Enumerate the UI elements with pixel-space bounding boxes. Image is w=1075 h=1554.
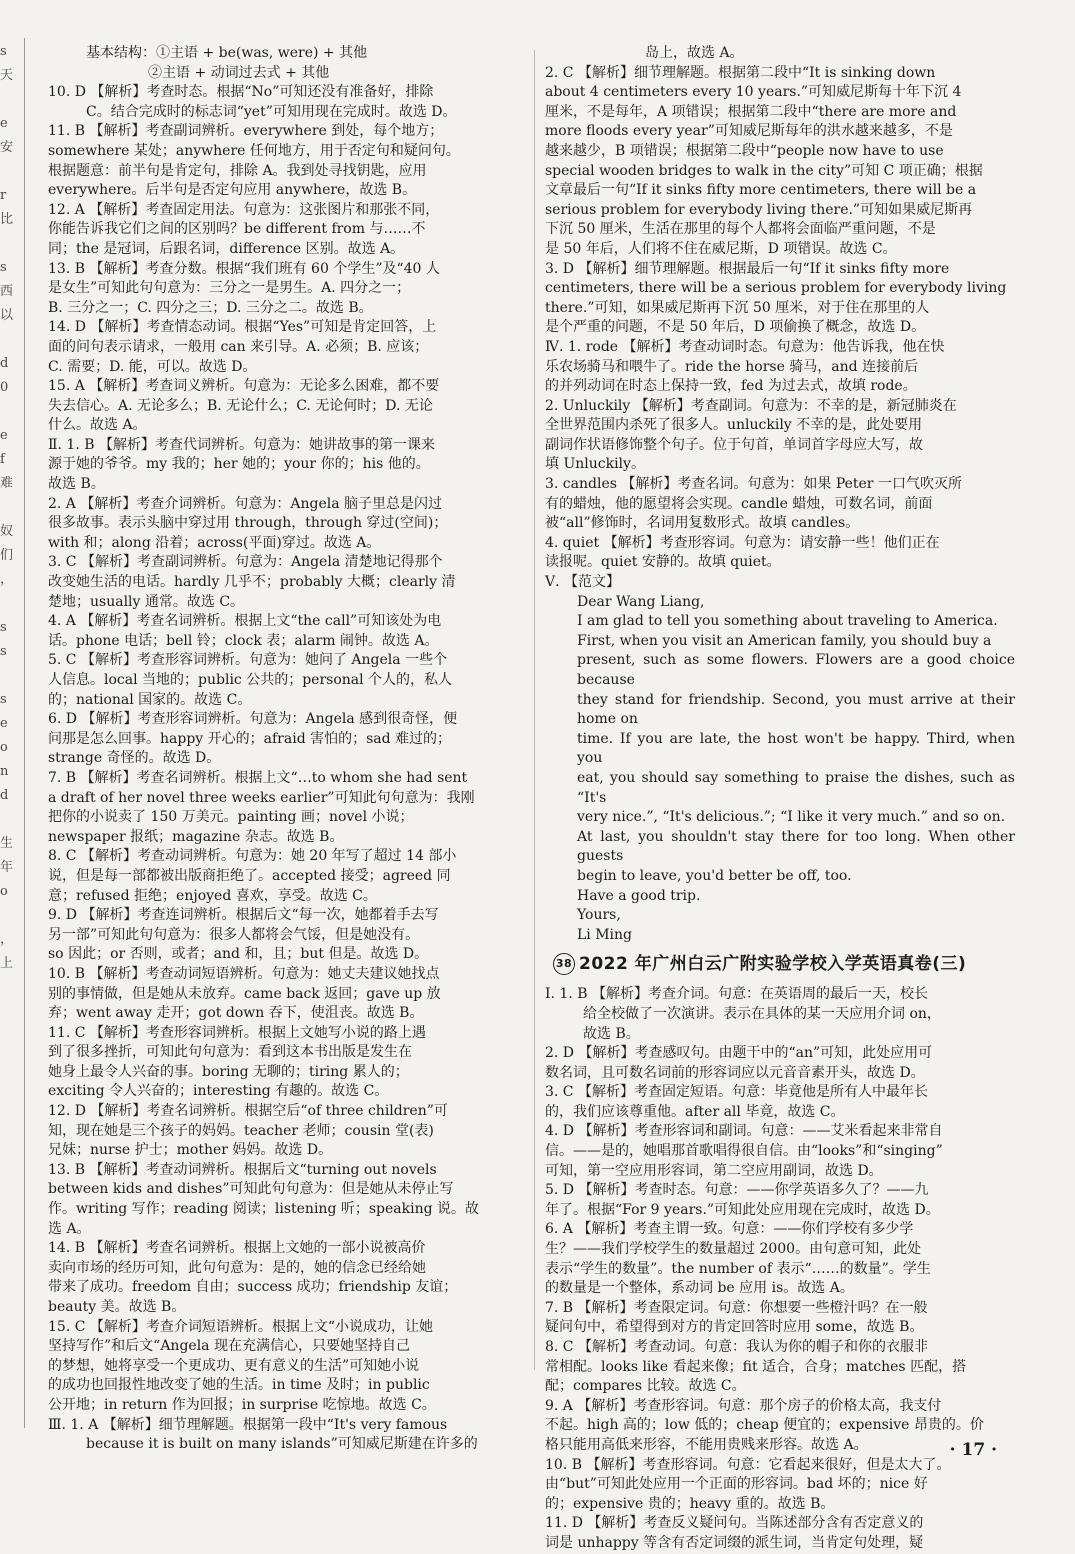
margin-fragment: e: [0, 116, 8, 131]
answer-line: 12. A 【解析】考查固定用法。句意为：这张图片和那张不同，: [48, 201, 440, 218]
answer-line: Li Ming: [577, 926, 633, 943]
page-number: · 17 ·: [949, 1440, 997, 1460]
answer-line: 作。writing 写作；reading 阅读；listening 听；speaking 说。故: [48, 1201, 480, 1218]
margin-fragment: 安: [0, 140, 14, 155]
answer-line: 下沉 50 厘米，生活在那里的每个人都将会面临严重问题，不是: [545, 221, 936, 238]
answer-line: 给全校做了一次演讲。表示在具体的某一天应用介词 on，: [583, 1005, 941, 1022]
margin-fragment: s: [0, 692, 7, 707]
answer-line: 有的蜡烛，他的愿望将会实现。candle 蜡烛，可数名词，前面: [545, 495, 933, 512]
margin-fragment: ，: [0, 932, 14, 947]
answer-line: 常相配。looks like 看起来像；fit 适合，合身；matches 匹配，搭: [545, 1358, 967, 1375]
answer-line: 7. B 【解析】考查限定词。句意：你想要一些橙汁吗？在一般: [545, 1299, 928, 1316]
answer-line: 2. Unluckily 【解析】考查副词。句意为：不幸的是，新冠肺炎在: [545, 397, 957, 414]
answer-line: 公开地；in return 作为回报；in surprise 吃惊地。故选 C。: [48, 1396, 436, 1413]
margin-fragment: [0, 496, 22, 520]
margin-fragment: 0: [0, 380, 9, 395]
answer-line: 故选 B。: [583, 1025, 640, 1042]
margin-fragment: ，: [0, 572, 14, 587]
margin-fragment: r: [0, 188, 7, 203]
answer-line: 坚持写作”和后文“Angela 现在充满信心，只要她坚持自己: [48, 1338, 410, 1355]
answer-line: Ⅱ. 1. B 【解析】考查代词辨析。句意为：她讲故事的第一课来: [48, 436, 435, 453]
answer-line: 她身上最令人兴奋的事。boring 无聊的；tiring 累人的；: [48, 1063, 409, 1080]
answer-line: 楚地；usually 通常。故选 C。: [48, 593, 245, 610]
margin-fragment: o: [0, 740, 8, 755]
answer-line: 面的问句表示请求，一般用 can 来引导。A. 必须；B. 应该；: [48, 338, 429, 355]
answer-line: beauty 美。故选 B。: [48, 1299, 186, 1315]
left-column: [48, 44, 508, 1455]
answer-line: 3. D 【解析】细节理解题。根据最后一句“If it sinks fifty more: [545, 260, 950, 277]
answer-line: 10. D 【解析】考查时态。根据“No”可知还没有准备好，排除: [48, 84, 434, 101]
answer-line: centimeters, there will be a serious problem for everybody living: [545, 280, 1007, 297]
answer-line: Yours,: [577, 907, 621, 924]
answer-line: 带来了成功。freedom 自由；success 成功；friendship 友谊；: [48, 1279, 458, 1296]
answer-line: between kids and dishes”可知此句句意为：但是她从未停止写: [48, 1181, 454, 1198]
right-column-top: [545, 44, 1015, 945]
margin-fragment: d: [0, 788, 9, 803]
margin-fragment: s: [0, 644, 7, 659]
answer-line: 词是 unhappy 等含有否定词缀的派生词，当肯定句处理，疑: [545, 1534, 924, 1551]
answer-line: 13. B 【解析】考查分数。根据“我们班有 60 个学生”及“40 人: [48, 260, 440, 277]
margin-fragment: 生: [0, 836, 14, 851]
answer-line: 失去信心。A. 无论多么；B. 无论什么；C. 无论何时；D. 无论: [48, 397, 433, 414]
answer-line: 2. A 【解析】考查介词辨析。句意为：Angela 脑子里总是闪过: [48, 495, 443, 512]
answer-line: 什么。故选 A。: [48, 417, 147, 434]
answer-line: begin to leave, you'd better be off, too.: [577, 867, 852, 884]
answer-line: 7. B 【解析】考查名词辨析。根据上文“…to whom she had sent: [48, 769, 468, 786]
answer-line: 很多故事。表示头脑中穿过用 through，through 穿过(空间)；: [48, 515, 448, 532]
answer-line: First, when you visit an American family, you should buy a: [577, 632, 992, 649]
margin-fragment: d: [0, 356, 9, 371]
right-column: [545, 44, 1015, 1554]
answer-line: 把你的小说卖了 150 万美元。painting 画；novel 小说；: [48, 809, 414, 826]
answer-line: 2. C 【解析】细节理解题。根据第二段中“It is sinking down: [545, 64, 936, 81]
answer-line: more floods every year”可知威尼斯每年的洪水越来越多，不是: [545, 123, 953, 140]
answer-line: time. If you are late, the host won't be happy. Third, when you: [577, 730, 1015, 767]
answer-line: 被“all”修饰时，名词用复数形式。故填 candles。: [545, 515, 860, 532]
answer-line: they stand for friendship. Second, you must arrive at their home on: [577, 691, 1015, 728]
margin-fragment: 以: [0, 308, 14, 323]
answer-line: strange 奇怪的。故选 D。: [48, 750, 221, 767]
margin-fragment: f: [0, 452, 5, 467]
answer-line: ②主语 + 动词过去式 + 其他: [148, 64, 330, 81]
answer-line: Ⅳ. 1. rode 【解析】考查动词时态。句意为：他告诉我，他在快: [545, 338, 945, 355]
answer-line: so 因此；or 否则，或者；and 和，且；but 但是。故选 D。: [48, 946, 429, 963]
answer-line: with 和；along 沿着；across(平面)穿过。故选 A。: [48, 534, 381, 551]
answer-line: 的成功也回报性地改变了她的生活。in time 及时；in public: [48, 1377, 430, 1394]
answer-line: 的，我们应该尊重他。after all 毕竟，故选 C。: [545, 1103, 845, 1120]
answer-line: C. 需要；D. 能，可以。故选 D。: [48, 358, 257, 375]
answer-line: 6. D 【解析】考查形容词辨析。句意为：Angela 感到很奇怪，便: [48, 711, 458, 728]
answer-line: 别的事情做，但是她从未放弃。came back 返回；gave up 放: [48, 985, 441, 1002]
answer-line: 是个严重的问题，不是 50 年后，D 项偷换了概念，故选 D。: [545, 319, 926, 336]
answer-line: 14. D 【解析】考查情态动词。根据“Yes”可知是肯定回答，上: [48, 319, 437, 336]
answer-line: Have a good trip.: [577, 887, 701, 904]
answer-line: C。结合完成时的标志词“yet”可知用现在完成时。故选 D。: [86, 103, 457, 120]
column-divider: [534, 50, 535, 1370]
answer-line: 故选 B。: [48, 476, 105, 493]
answer-line: 配；compares 比较。故选 C。: [545, 1378, 746, 1395]
answer-line: because it is built on many islands”可知威尼斯建在许多的: [86, 1436, 478, 1453]
answer-line: 岛上，故选 A。: [645, 45, 744, 61]
answer-line: 选 A。: [48, 1220, 91, 1237]
margin-fragment: [0, 808, 22, 832]
answer-line: 厘米，不是每年，A 项错误；根据第二段中“there are more and: [545, 103, 957, 120]
answer-line: At last, you shouldn't stay there for too long. When other guests: [577, 828, 1015, 865]
answer-line: 源于她的爷爷。my 我的；her 她的；your 你的；his 他的。: [48, 456, 430, 473]
answer-line: 信。——是的，她唱那首歌唱得很自信。由“looks”和“singing”: [545, 1143, 943, 1160]
answer-line: 同；the 是冠词，后跟名词，difference 区别。故选 A。: [48, 240, 405, 257]
margin-fragment: s: [0, 260, 7, 275]
answer-line: eat, you should say something to praise the dishes, such as “It's: [577, 769, 1015, 806]
margin-fragment: [0, 88, 22, 112]
margin-fragment: [0, 592, 22, 616]
margin-fragment: [0, 232, 22, 256]
section-heading: [553, 953, 1015, 975]
margin-fragment: [0, 400, 22, 424]
answer-line: 15. C 【解析】考查介词短语辨析。根据上文“小说成功，让她: [48, 1318, 434, 1335]
answer-line: 12. D 【解析】考查名词辨析。根据空后“of three children”可: [48, 1103, 448, 1120]
answer-line: 到了很多挫折，可知此句句意为：看到这本书出版是发生在: [48, 1044, 412, 1061]
answer-line: 5. D 【解析】考查时态。句意：——你学英语多久了？——九: [545, 1182, 929, 1199]
margin-fragment: e: [0, 428, 8, 443]
margin-fragment: s: [0, 620, 7, 635]
margin-fragment: 们: [0, 548, 14, 563]
binding-gutter-line: [24, 38, 25, 1428]
answer-line: 问那是怎么回事。happy 开心的；afraid 害怕的；sad 难过的；: [48, 730, 452, 747]
answer-line: 格只能用高低来形容，不能用贵贱来形容。故选 A。: [545, 1436, 868, 1453]
answer-line: 13. B 【解析】考查动词辨析。根据后文“turning out novels: [48, 1161, 437, 1178]
margin-fragment: [0, 904, 22, 928]
answer-line: 9. D 【解析】考查连词辨析。根据后文“每一次，她都着手去写: [48, 907, 439, 924]
answer-line: B. 三分之一；C. 四分之三；D. 三分之二。故选 B。: [48, 299, 373, 316]
answer-line: 疑问句中，希望得到对方的肯定回答时应用 some，故选 B。: [545, 1319, 924, 1336]
margin-fragment: [0, 328, 22, 352]
answer-line: 10. B 【解析】考查形容词。句意：它看起来很好，但是太大了。: [545, 1456, 951, 1473]
answer-line: serious problem for everybody living there.”可知如果威尼斯再: [545, 201, 973, 218]
section-number-badge: 38: [553, 953, 575, 975]
margin-fragment: 天: [0, 68, 14, 83]
answer-line: 由“but”可知此处应用一个正面的形容词。bad 坏的；nice 好: [545, 1476, 928, 1493]
answer-line: 8. C 【解析】考查动词辨析。句意为：她 20 年写了超过 14 部小: [48, 848, 457, 865]
answer-line: 人信息。local 当地的；public 公共的；personal 个人的，私人: [48, 672, 453, 688]
answer-line: 越来越少，B 项错误；根据第二段中“people now have to use: [545, 142, 944, 159]
answer-line: 3. C 【解析】考查副词辨析。句意为：Angela 清楚地记得那个: [48, 554, 443, 571]
answer-line: 根据题意：前半句是肯定句，排除 A。我到处寻找钥匙，应用: [48, 162, 427, 179]
answer-line: 兄妹；nurse 护士；mother 妈妈。故选 D。: [48, 1142, 333, 1159]
answer-line: 14. B 【解析】考查名词辨析。根据上文她的一部小说被高价: [48, 1240, 426, 1257]
answer-line: 不起。high 高的；low 低的；cheap 便宜的；expensive 昂贵的。价: [545, 1417, 984, 1434]
answer-line: 可知，第一空应用形容词，第二空应用副词，故选 D。: [545, 1162, 883, 1179]
answer-line: 的梦想，她将享受一个更成功、更有意义的生活”可知她小说: [48, 1357, 420, 1374]
answer-line: 改变她生活的电话。hardly 几乎不；probably 大概；clearly 清: [48, 574, 456, 591]
answer-line: Ⅴ. 【范文】: [545, 574, 621, 591]
answer-line: 4. D 【解析】考查形容词和副词。句意：——艾米看起来非常自: [545, 1123, 943, 1140]
answer-line: 4. quiet 【解析】考查形容词。句意为：请安静一些！他们正在: [545, 534, 940, 551]
answer-line: 基本结构：①主语 + be(was, were) + 其他: [86, 45, 368, 61]
answer-line: 你能告诉我它们之间的区别吗？be different from 与……不: [48, 221, 426, 238]
answer-line: 的；national 国家的。故选 C。: [48, 691, 252, 708]
margin-fragment: 难: [0, 476, 14, 491]
margin-fragment: 上: [0, 956, 14, 971]
margin-fragment: 西: [0, 284, 14, 299]
answer-line: 8. C 【解析】考查动词。句意：我认为你的帽子和你的衣服非: [545, 1339, 928, 1355]
answer-line: 11. B 【解析】考查副词辨析。everywhere 到处，每个地方；: [48, 123, 444, 140]
answer-line: 读报呢。quiet 安静的。故填 quiet。: [545, 554, 781, 571]
answer-line: 6. A 【解析】考查主谓一致。句意：——你们学校有多少学: [545, 1221, 914, 1238]
answer-line: everywhere。后半句是否定句应用 anywhere，故选 B。: [48, 182, 417, 199]
answer-line: 乐农场骑马和喂牛了。ride the horse 骑马，and 连接前后: [545, 358, 919, 375]
answer-line: very nice.”, “It's delicious.”; “I like it very much.” and so on.: [577, 809, 1006, 826]
answer-line: 年了。根据“For 9 years.”可知此处应用现在完成时，故选 D。: [545, 1201, 940, 1218]
answer-line: 文章最后一句“If it sinks fifty more centimeters, there will be a: [545, 182, 977, 199]
margin-fragment: 奴: [0, 524, 14, 539]
answer-line: 意；refused 拒绝；enjoyed 喜欢，享受。故选 C。: [48, 887, 377, 904]
section-heading-title: 2022 年广州白云广附实验学校入学英语真卷(三): [579, 954, 967, 975]
margin-fragment: n: [0, 764, 9, 779]
answer-line: 数名词，且可数名词前的形容词应以元音音素开头，故选 D。: [545, 1064, 925, 1081]
answer-line: 10. B 【解析】考查动词短语辨析。句意为：她丈夫建议她找点: [48, 965, 440, 982]
answer-line: 表示“学生的数量”。the number of 表示“……的数量”。学生: [545, 1260, 931, 1277]
answer-line: 15. A 【解析】考查词义辨析。句意为：无论多么困难，都不要: [48, 378, 440, 395]
answer-line: 生？——我们学校学生的数量超过 2000。由句意可知，此处: [545, 1241, 922, 1258]
margin-fragment: 比: [0, 212, 14, 227]
answer-line: exciting 令人兴奋的；interesting 有趣的。故选 C。: [48, 1083, 389, 1100]
answer-line: I am glad to tell you something about traveling to America.: [577, 613, 998, 630]
answer-line: a draft of her novel three weeks earlier”可知此句句意为：我刚: [48, 789, 475, 806]
answer-line: 2. D 【解析】考查感叹句。由题干中的“an”可知，此处应用可: [545, 1045, 933, 1062]
answer-line: there.”可知，如果威尼斯再下沉 50 厘米，对于住在那里的人: [545, 299, 930, 316]
answer-line: Ⅲ. 1. A 【解析】细节理解题。根据第一段中“It's very famous: [48, 1416, 448, 1433]
answer-line: present, such as some flowers. Flowers are a good choice because: [577, 652, 1015, 688]
answer-line: Ⅰ. 1. B 【解析】考查介词。句意：在英语周的最后一天，校长: [545, 986, 928, 1003]
answer-line: 的数量是一个整体，系动词 be 应用 is。故选 A。: [545, 1280, 854, 1297]
answer-line: 3. C 【解析】考查固定短语。句意：毕竟他是所有人中最年长: [545, 1084, 928, 1101]
answer-line: 弃；went away 走开；got down 吞下，使沮丧。故选 B。: [48, 1005, 424, 1022]
margin-fragment: o: [0, 884, 8, 899]
answer-line: 话。phone 电话；bell 铃；clock 表；alarm 闹钟。故选 A。: [48, 632, 439, 649]
answer-line: 的；expensive 贵的；heavy 重的。故选 B。: [545, 1495, 835, 1512]
answer-line: 3. candles 【解析】考查名词。句意为：如果 Peter 一口气吹灭所: [545, 476, 962, 493]
answer-line: newspaper 报纸；magazine 杂志。故选 B。: [48, 828, 344, 845]
margin-fragment: [0, 160, 22, 184]
answer-line: 说，但是每一部都被出版商拒绝了。accepted 接受；agreed 同: [48, 867, 451, 884]
answer-line: 卖向市场的经历可知，此句句意为：是的，她的信念已经给她: [48, 1259, 426, 1276]
right-column-bottom: [545, 985, 1015, 1553]
binding-margin-fragments: [0, 40, 22, 976]
answer-line: 4. A 【解析】考查名词辨析。根据上文“the call”可知该处为电: [48, 613, 442, 630]
answer-line: 11. C 【解析】考查形容词辨析。根据上文她写小说的路上遇: [48, 1024, 426, 1041]
answer-line: Dear Wang Liang,: [577, 593, 705, 610]
answer-line: 知，现在她是三个孩子的妈妈。teacher 老师；cousin 堂(表): [48, 1122, 434, 1139]
answer-line: 副词作状语修饰整个句子。位于句首，单词首字母应大写，故: [545, 436, 923, 453]
answer-line: 11. D 【解析】考查反义疑问句。当陈述部分含有否定意义的: [545, 1515, 924, 1532]
answer-line: 的并列动词在时态上保持一致，fed 为过去式，故填 rode。: [545, 378, 917, 395]
answer-line: 5. C 【解析】考查形容词辨析。句意为：她问了 Angela 一些个: [48, 652, 448, 669]
margin-fragment: 年: [0, 860, 14, 875]
answer-line: 是 50 年后，人们将不住在威尼斯，D 项错误。故选 C。: [545, 240, 897, 257]
answer-line: 是女生”可知此句句意为：三分之一是男生。A. 四分之一；: [48, 280, 411, 297]
margin-fragment: e: [0, 716, 8, 731]
answer-line: 填 Unluckily。: [545, 456, 645, 473]
answer-line: somewhere 某处；anywhere 任何地方，用于否定句和疑问句。: [48, 142, 460, 159]
answer-line: 另一部”可知此句句意为：很多人都将会气馁，但是她没有。: [48, 926, 420, 943]
answer-line: special wooden bridges to walk in the city”可知 C 项正确；根据: [545, 162, 983, 179]
margin-fragment: s: [0, 44, 7, 59]
answer-line: 9. A 【解析】考查形容词。句意：那个房子的价格太高，我支付: [545, 1397, 942, 1414]
answer-line: about 4 centimeters every 10 years.”可知威尼斯每十年下沉 4: [545, 84, 962, 101]
answer-line: 全世界范围内杀死了很多人。unluckily 不幸的是，此处要用: [545, 417, 923, 434]
margin-fragment: [0, 664, 22, 688]
